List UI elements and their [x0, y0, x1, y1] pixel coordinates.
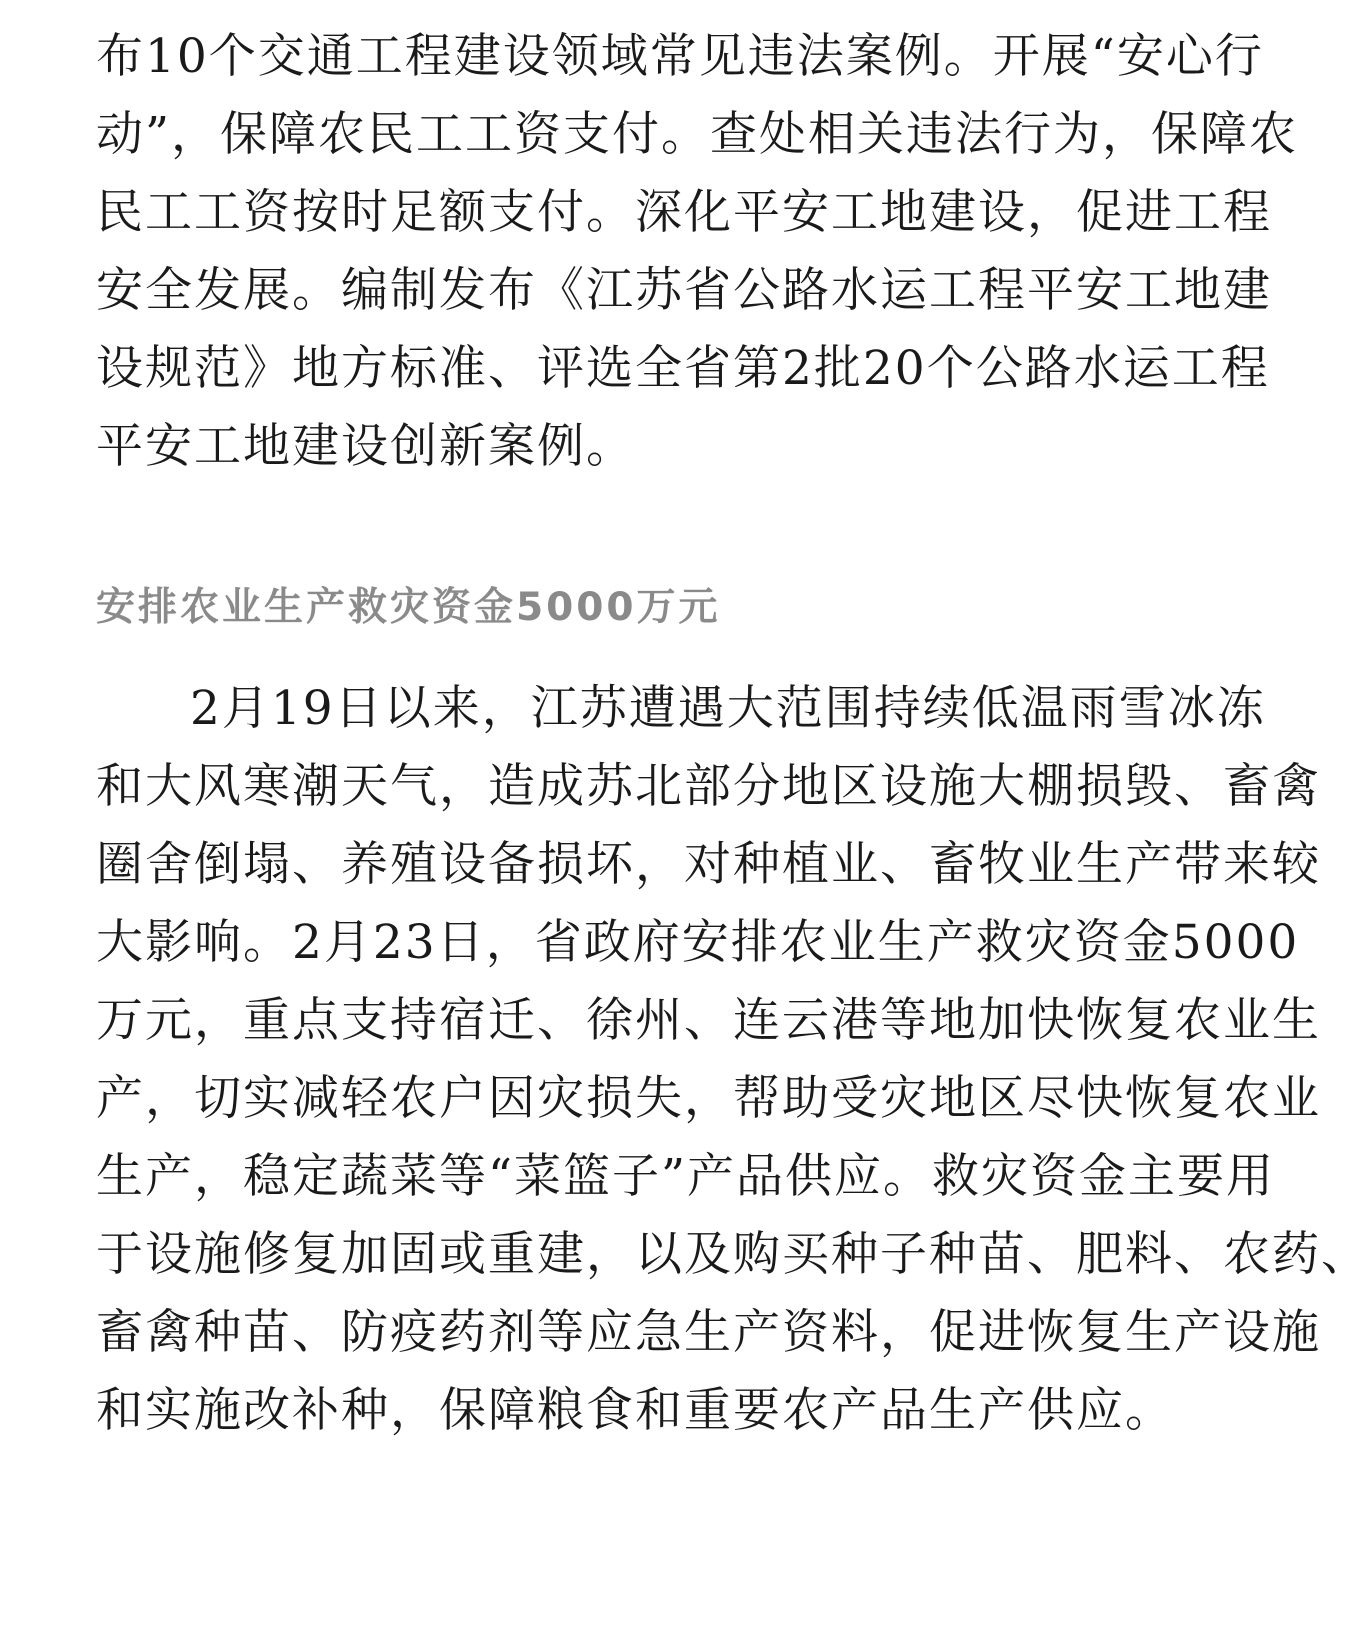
paragraph-line: 畜禽种苗、防疫药剂等应急生产资料，促进恢复生产设施 — [96, 1305, 1321, 1360]
paragraph-line: 平安工地建设创新案例。 — [96, 419, 635, 474]
paragraph-line: 民工工资按时足额支付。深化平安工地建设，促进工程 — [96, 185, 1272, 240]
paragraph-line: 圈舍倒塌、养殖设备损坏，对种植业、畜牧业生产带来较 — [96, 837, 1321, 892]
paragraph-line: 大影响。2月23日，省政府安排农业生产救灾资金5000 — [96, 915, 1300, 970]
paragraph-line: 布10个交通工程建设领域常见违法案例。开展“安心行 — [96, 29, 1264, 84]
paragraph-line: 和大风寒潮天气，造成苏北部分地区设施大棚损毁、畜禽 — [96, 759, 1321, 814]
paragraph-line: 2月19日以来，江苏遭遇大范围持续低温雨雪冰冻 — [190, 681, 1266, 736]
paragraph-disaster-relief — [96, 670, 1370, 1450]
paragraph-line: 万元，重点支持宿迁、徐州、连云港等地加快恢复农业生 — [96, 993, 1321, 1048]
paragraph-line: 设规范》地方标准、评选全省第2批20个公路水运工程 — [96, 341, 1270, 396]
section-heading: 安排农业生产救灾资金5000万元 — [96, 585, 721, 630]
paragraph-line: 安全发展。编制发布《江苏省公路水运工程平安工地建 — [96, 263, 1272, 318]
paragraph-line: 和实施改补种，保障粮食和重要农产品生产供应。 — [96, 1383, 1174, 1438]
paragraph-line: 产，切实减轻农户因灾损失，帮助受灾地区尽快恢复农业 — [96, 1071, 1321, 1126]
paragraph-line: 动”，保障农民工工资支付。查处相关违法行为，保障农 — [96, 107, 1299, 162]
paragraph-continued — [96, 18, 1299, 486]
paragraph-line: 于设施修复加固或重建，以及购买种子种苗、肥料、农药、 — [96, 1227, 1370, 1282]
document-page — [96, 18, 1370, 1450]
paragraph-line: 生产，稳定蔬菜等“菜篮子”产品供应。救灾资金主要用 — [96, 1149, 1276, 1204]
